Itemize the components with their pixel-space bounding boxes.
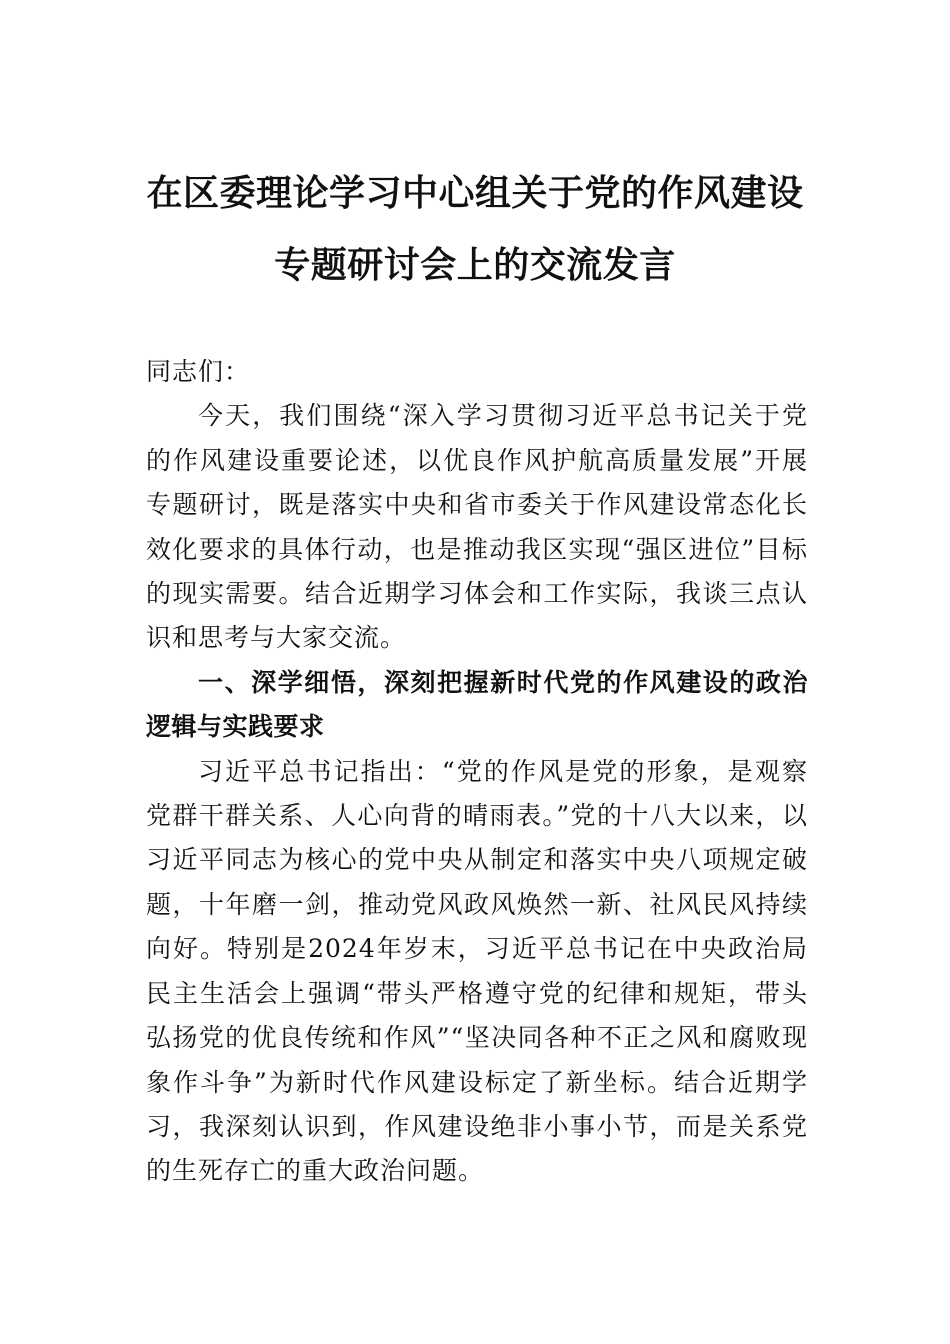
document-title-line-1: 在区委理论学习中心组关于党的作风建设 [146,173,804,214]
section-heading: 一、深学细悟，深刻把握新时代党的作风建设的政治逻辑与实践要求 [146,667,808,742]
document-body [146,350,808,1194]
document-title-line-2: 专题研讨会上的交流发言 [274,245,676,286]
intro-paragraph: 今天，我们围绕“深入学习贯彻习近平总书记关于党的作风建设重要论述，以优良作风护航高质量发展”开展专题研讨，既是落实中央和省市委关于作风建设常态化长效化要求的具体行动，也是推动我区实现“强区进位”目标的现实需要。结合近期学习体会和工作实际，我谈三点认识和思考与大家交流。 [146,401,808,653]
section-paragraph: 习近平总书记指出：“党的作风是党的形象，是观察党群干群关系、人心向背的晴雨表。”党的十八大以来，以习近平同志为核心的党中央从制定和落实中央八项规定破题，十年磨一剑，推动党风政风焕然一新、社风民风持续向好。特别是2024年岁末，习近平总书记在中央政治局民主生活会上强调“带头严格遵守党的纪律和规矩，带头弘扬党的优良传统和作风”“坚决同各种不正之风和腐败现象作斗争”为新时代作风建设标定了新坐标。结合近期学习，我深刻认识到，作风建设绝非小事小节，而是关系党的生死存亡的重大政治问题。 [146,756,808,1186]
salutation: 同志们： [146,357,251,386]
